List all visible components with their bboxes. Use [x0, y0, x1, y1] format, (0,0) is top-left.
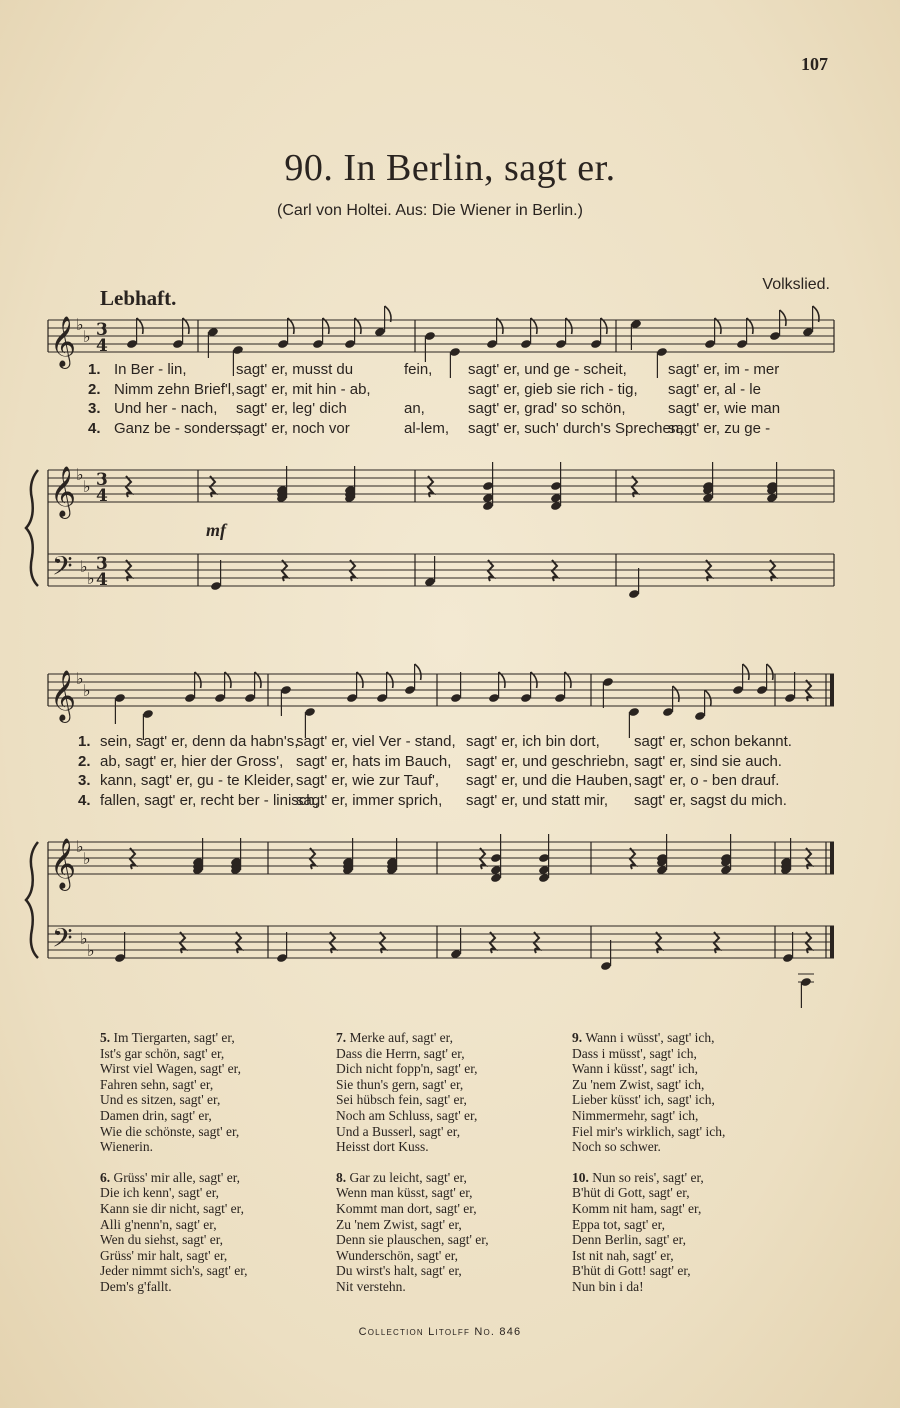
lyric-segment: sagt' er, und statt mir, [466, 791, 609, 809]
lyric-segment: sagt' er, o - ben drauf. [634, 772, 780, 789]
lyric-segment: sagt' er, und ge - scheit, [468, 361, 627, 378]
flat-icon: ♭ [76, 669, 84, 688]
composer-credit: Volkslied. [762, 276, 830, 293]
verse-number: 3. [78, 772, 91, 789]
lyric-segment: sagt' er, und die Hauben, [466, 772, 633, 789]
verse-block [336, 1030, 489, 1155]
verse-line: Grüss' mir halt, sagt' er, [100, 1247, 228, 1263]
page-number: 107 [801, 54, 828, 74]
verse-line: Die ich kenn', sagt' er, [100, 1185, 220, 1201]
verse-line: Ist nit nah, sagt' er, [572, 1247, 674, 1263]
verse-line: Noch so schwer. [572, 1139, 661, 1155]
lyric-segment: sagt' er, hats im Bauch, [296, 752, 452, 770]
verse-line: Denn Berlin, sagt' er, [572, 1232, 686, 1248]
verse-number: 4. [88, 419, 101, 437]
lyric-segment: sagt' er, al - le [668, 380, 761, 398]
lyric-segment: sagt' er, immer sprich, [296, 791, 443, 809]
verse-number: 3. [88, 400, 101, 417]
verse-block [572, 1170, 725, 1295]
verse-number: 4. [78, 791, 91, 809]
verse-line: Ist's gar schön, sagt' er, [100, 1045, 225, 1061]
verse-line: Heisst dort Kuss. [336, 1139, 429, 1155]
lyric-segment: Ganz be - sonders, [114, 419, 242, 437]
flat-icon: ♭ [83, 681, 91, 700]
verse-number: 10. [572, 1169, 593, 1185]
time-signature: 3 [96, 320, 108, 340]
verse-line: B'hüt di Gott! sagt' er, [572, 1263, 691, 1279]
verse-line: B'hüt di Gott, sagt' er, [572, 1185, 690, 1201]
lyric-segment: sagt' er, sagst du mich. [634, 791, 787, 809]
note-flag [415, 664, 421, 680]
lyric-segment: fein, [404, 361, 433, 378]
verse-line: Fiel mir's wirklich, sagt' ich, [572, 1123, 726, 1139]
verse-line: Wann i küsst', sagt' ich, [572, 1061, 699, 1077]
verse-line: Kommt man dort, sagt' er, [336, 1200, 477, 1216]
verse-line: 9. Wann i wüsst', sagt' ich, [572, 1030, 715, 1045]
flat-icon: ♭ [87, 569, 95, 588]
lyric-segment: sagt' er, schon bekannt. [634, 733, 792, 750]
flat-icon: ♭ [87, 941, 95, 960]
bass-clef-icon: 𝄢 [52, 550, 73, 588]
verse-line: 5. Im Tiergarten, sagt' er, [100, 1030, 235, 1045]
lyric-segment: sagt' er, grad' so schön, [468, 400, 626, 417]
flat-icon: ♭ [83, 327, 91, 346]
lyric-segment: sagt' er, wie zur Tauf', [296, 772, 440, 789]
verse-line: Sie thun's gern, sagt' er, [336, 1076, 464, 1092]
time-signature: 4 [96, 336, 108, 356]
verse-column [100, 1030, 248, 1310]
verse-number: 9. [572, 1030, 586, 1045]
treble-clef-icon: 𝄞 [50, 838, 77, 889]
verse-number: 7. [336, 1030, 350, 1045]
verse-block [572, 1030, 725, 1155]
lyric-segment: sagt' er, im - mer [668, 361, 780, 378]
verse-line: Alli g'nenn'n, sagt' er, [100, 1216, 217, 1232]
verse-column [572, 1030, 725, 1310]
treble-clef-icon: 𝄞 [50, 466, 77, 517]
verse-line: Wunderschön, sagt' er, [336, 1247, 459, 1263]
flat-icon: ♭ [76, 837, 84, 856]
verse-line: Wie die schönste, sagt' er, [100, 1123, 240, 1139]
lyric-segment: sagt' er, und geschriebn, [466, 752, 629, 770]
verse-line: Und es sitzen, sagt' er, [100, 1092, 221, 1108]
verse-line: Noch am Schluss, sagt' er, [336, 1107, 478, 1123]
verse-number: 8. [336, 1169, 350, 1185]
verse-line: 8. Gar zu leicht, sagt' er, [336, 1169, 467, 1185]
treble-clef-icon: 𝄞 [50, 670, 77, 721]
note-flag [673, 686, 679, 702]
flat-icon: ♭ [80, 929, 88, 948]
lyric-segment: sagt' er, leg' dich [236, 400, 347, 417]
verse-line: Sei hübsch fein, sagt' er, [336, 1092, 467, 1108]
publisher-footer: Collection Litolff No. 846 [358, 1326, 522, 1338]
lyric-segment: ab, sagt' er, hier der Gross', [100, 752, 284, 770]
lyric-segment: fallen, sagt' er, recht ber - linisch, [100, 791, 319, 809]
verse-column [336, 1030, 489, 1310]
flat-icon: ♭ [83, 477, 91, 496]
lyric-segment: sagt' er, noch vor [236, 419, 350, 437]
verse-number: 5. [100, 1030, 114, 1045]
time-signature: 3 [96, 470, 108, 490]
verse-line: Nun bin i da! [572, 1278, 644, 1294]
verse-block [336, 1170, 489, 1295]
piano-brace [26, 842, 38, 958]
lyric-segment: sagt' er, viel Ver - stand, [296, 733, 456, 750]
verse-line: Wienerin. [100, 1139, 154, 1155]
verse-line: Komm nit ham, sagt' er, [572, 1200, 702, 1216]
verse-line: Kann sie dir nicht, sagt' er, [100, 1200, 244, 1216]
lyric-segment: an, [404, 400, 425, 417]
song-title: 90. In Berlin, sagt er. [284, 147, 616, 189]
verse-line: Dass die Herrn, sagt' er, [336, 1045, 465, 1061]
verse-line: Damen drin, sagt' er, [100, 1107, 212, 1123]
verse-line: Nimmermehr, sagt' ich, [572, 1107, 699, 1123]
lyric-segment: al-lem, [404, 419, 450, 437]
verse-line: Dem's g'fallt. [100, 1278, 172, 1294]
lyric-segment: kann, sagt' er, gu - te Kleider, [100, 772, 294, 789]
flat-icon: ♭ [76, 315, 84, 334]
verse-line: Zu 'nem Zwist, sagt' er, [336, 1216, 462, 1232]
verse-line: Du wirst's halt, sagt' er, [336, 1263, 462, 1279]
verse-block [100, 1030, 248, 1155]
verse-line: 7. Merke auf, sagt' er, [336, 1030, 453, 1045]
lyric-segment: sagt' er, wie man [668, 400, 781, 417]
verse-number: 6. [100, 1169, 114, 1185]
verse-line: Jeder nimmt sich's, sagt' er, [100, 1263, 248, 1279]
verse-block [100, 1170, 248, 1295]
lyric-segment: Und her - nach, [114, 400, 218, 417]
lyric-segment: sein, sagt' er, denn da habn's, [100, 733, 299, 750]
tempo-marking: Lebhaft. [100, 286, 177, 310]
verse-line: Wirst viel Wagen, sagt' er, [100, 1061, 241, 1077]
time-signature: 3 [96, 554, 108, 574]
verse-line: Denn sie plauschen, sagt' er, [336, 1232, 489, 1248]
flat-icon: ♭ [76, 465, 84, 484]
bass-clef-icon: 𝄢 [52, 922, 73, 960]
verse-number: 2. [78, 752, 91, 770]
verse-line: Dich nicht fopp'n, sagt' er, [336, 1061, 478, 1077]
note-flag [780, 310, 786, 326]
lyric-segment: In Ber - lin, [114, 361, 187, 378]
verse-line: Dass i müsst', sagt' ich, [572, 1045, 697, 1061]
lyric-segment: Nimm zehn Brief'l, [114, 380, 236, 398]
note-flag [767, 664, 773, 680]
flat-icon: ♭ [80, 557, 88, 576]
lyric-segment: sagt' er, sind sie auch. [634, 752, 782, 770]
song-subtitle: (Carl von Holtei. Aus: Die Wiener in Berlin.) [277, 202, 583, 219]
verse-line: Eppa tot, sagt' er, [572, 1216, 665, 1232]
time-signature: 4 [96, 570, 108, 590]
lyric-segment: sagt' er, musst du [236, 361, 354, 378]
verse-line: Fahren sehn, sagt' er, [100, 1076, 214, 1092]
verse-line: Wen du siehst, sagt' er, [100, 1232, 224, 1248]
lyric-segment: sagt' er, mit hin - ab, [236, 380, 371, 398]
flat-icon: ♭ [83, 849, 91, 868]
lyric-segment: sagt' er, such' durch's Sprechen, [468, 419, 684, 437]
verse-line: Lieber küsst' ich, sagt' ich, [572, 1092, 715, 1108]
dynamic-marking: mf [206, 520, 226, 540]
lyric-segment: sagt' er, zu ge - [668, 419, 771, 437]
verse-line: Nit verstehn. [336, 1278, 406, 1294]
treble-clef-icon: 𝄞 [50, 316, 77, 367]
verse-number: 2. [88, 380, 101, 398]
verse-line: Wenn man küsst, sagt' er, [336, 1185, 473, 1201]
lyric-segment: sagt' er, gieb sie rich - tig, [468, 380, 638, 398]
verse-line: Zu 'nem Zwist, sagt' ich, [572, 1076, 705, 1092]
verse-number: 1. [88, 361, 101, 378]
verse-number: 1. [78, 733, 91, 750]
verse-line: 6. Grüss' mir alle, sagt' er, [100, 1169, 241, 1185]
verse-line: 10. Nun so reis', sagt' er, [572, 1169, 704, 1185]
verse-line: Und a Busserl, sagt' er, [336, 1123, 461, 1139]
time-signature: 4 [96, 486, 108, 506]
piano-brace [26, 470, 38, 586]
note-flag [743, 664, 749, 680]
lyric-segment: sagt' er, ich bin dort, [466, 733, 600, 750]
